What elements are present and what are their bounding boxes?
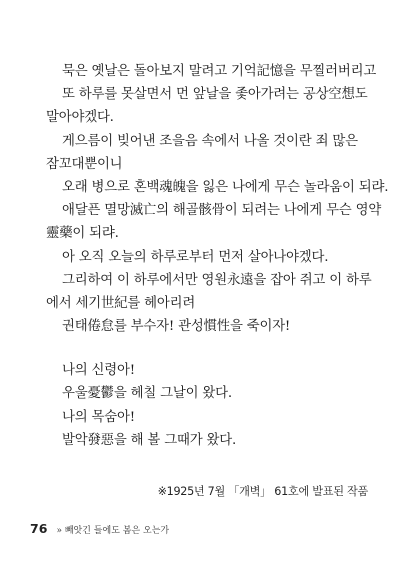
poem-line: 잠꼬대뿐이니	[46, 156, 123, 172]
poem-stanza	[46, 359, 376, 452]
poem-line: 그리하여 이 하루에서만 영원永遠을 잡아 쥐고 이 하루	[62, 272, 372, 288]
stanza-break	[46, 338, 376, 359]
page-footer	[30, 518, 169, 537]
poem-line: 오래 병으로 혼백魂魄을 잃은 나에게 무슨 놀라움이 되랴.	[62, 179, 389, 195]
poem-line: 靈藥이 되랴.	[46, 226, 119, 242]
poem-line: 아 오직 오늘의 하루로부터 먼저 살아나야겠다.	[62, 249, 329, 265]
poem-line: 에서 세기世紀를 헤아리려	[46, 295, 196, 311]
poem-line: 나의 목숨아!	[62, 409, 135, 425]
poem-line: 묵은 옛날은 돌아보지 말려고 기억記憶을 무찔러버리고	[62, 64, 377, 79]
poem-line: 발악發惡을 해 볼 그때가 왔다.	[62, 432, 237, 448]
page-number: 76	[30, 521, 48, 536]
poem-line: 말아야겠다.	[46, 110, 114, 126]
poem-body	[46, 60, 389, 452]
poem-line: 애달픈 멸망滅亡의 해골骸骨이 되려는 나에게 무슨 영약	[62, 203, 382, 219]
poem-line: 게으름이 빚어낸 조을음 속에서 나올 것이란 죄 많은	[62, 133, 358, 149]
running-title: » 빼앗긴 들에도 봄은 오는가	[56, 526, 170, 536]
poem-line: 우울憂鬱을 헤칠 그날이 왔다.	[62, 386, 232, 402]
poem-line: 또 하루를 못살면서 먼 앞날을 좇아가려는 공상空想도	[62, 87, 368, 103]
poem-line: 권태倦怠를 부수자! 관성慣性을 죽이자!	[62, 319, 291, 335]
poem-line: 나의 신령아!	[62, 363, 135, 379]
publication-note: ※1925년 7월 「개벽」 61호에 발표된 작품	[157, 485, 368, 498]
